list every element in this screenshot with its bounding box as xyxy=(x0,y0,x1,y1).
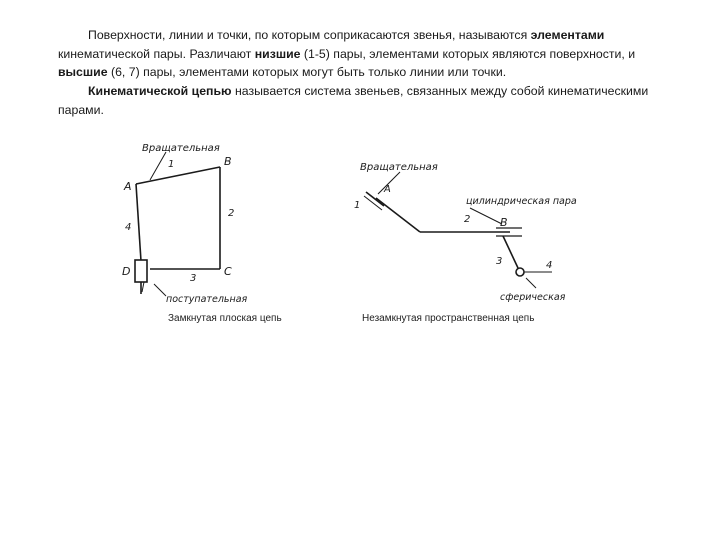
leader-prismatic xyxy=(154,284,166,296)
closed-planar-chain-diagram xyxy=(108,134,298,312)
p1-text-4: (6, 7) пары, элементами которых могут быть только линии или точки. xyxy=(107,65,507,79)
caption-open-spatial-chain: Незамкнутая пространственная цепь xyxy=(362,313,535,324)
leader-spherical xyxy=(526,278,536,288)
label-prismatic: поступательная xyxy=(166,294,248,305)
link-1-2-line xyxy=(376,198,420,232)
link-2-label: 2 xyxy=(228,208,235,219)
link-1-label: 1 xyxy=(168,159,175,170)
link-3-label: 3 xyxy=(190,273,197,284)
p2-text-1: называется система звеньев, связанных между собой кинематическими парами. xyxy=(58,84,649,117)
paragraph-kinematic-chain-definition xyxy=(58,82,670,119)
link-2-label: 2 xyxy=(464,214,471,225)
point-d-label: D xyxy=(122,265,131,278)
label-rotational: Вращательная xyxy=(360,162,438,173)
point-b-label: B xyxy=(500,216,508,229)
label-cylindrical: цилиндрическая пара xyxy=(466,196,577,207)
link-1-label: 1 xyxy=(354,200,361,211)
rotational-joint-axis xyxy=(366,192,384,206)
label-rotational: Вращательная xyxy=(142,143,220,154)
link-4-label: 4 xyxy=(125,222,132,233)
leader-cylindrical xyxy=(470,208,502,224)
spherical-joint xyxy=(516,268,524,276)
link-4-line xyxy=(136,184,141,261)
p1-text-3: (1-5) пары, элементами которых являются поверхности, и xyxy=(300,46,636,61)
point-a-label: A xyxy=(124,180,132,193)
point-b-label: B xyxy=(224,155,232,168)
open-spatial-chain-diagram xyxy=(340,150,600,310)
point-a-label: A xyxy=(384,184,391,195)
p1-term-lower: низшие xyxy=(254,46,301,61)
label-spherical: сферическая xyxy=(500,292,566,303)
slider-block xyxy=(135,260,147,282)
p1-text-2: кинематической пары. Различают xyxy=(58,46,255,61)
paragraph-elements-definition xyxy=(58,26,670,82)
p2-term-kinematic-chain: Кинематической цепью xyxy=(88,84,232,98)
link-1-line xyxy=(136,167,220,184)
link-3-label: 3 xyxy=(496,256,503,267)
point-c-label: C xyxy=(224,265,232,278)
link-3-line xyxy=(503,236,518,268)
p1-text-1: Поверхности, линии и точки, по которым соприкасаются звенья, называются xyxy=(88,28,531,42)
p1-term-higher: высшие xyxy=(58,65,108,79)
slider-guide-hatch xyxy=(142,282,144,292)
p1-term-elements: элементами xyxy=(530,28,605,42)
leader-rotational xyxy=(150,152,166,180)
link-4-label: 4 xyxy=(546,260,553,271)
caption-closed-planar-chain: Замкнутая плоская цепь xyxy=(168,313,282,324)
